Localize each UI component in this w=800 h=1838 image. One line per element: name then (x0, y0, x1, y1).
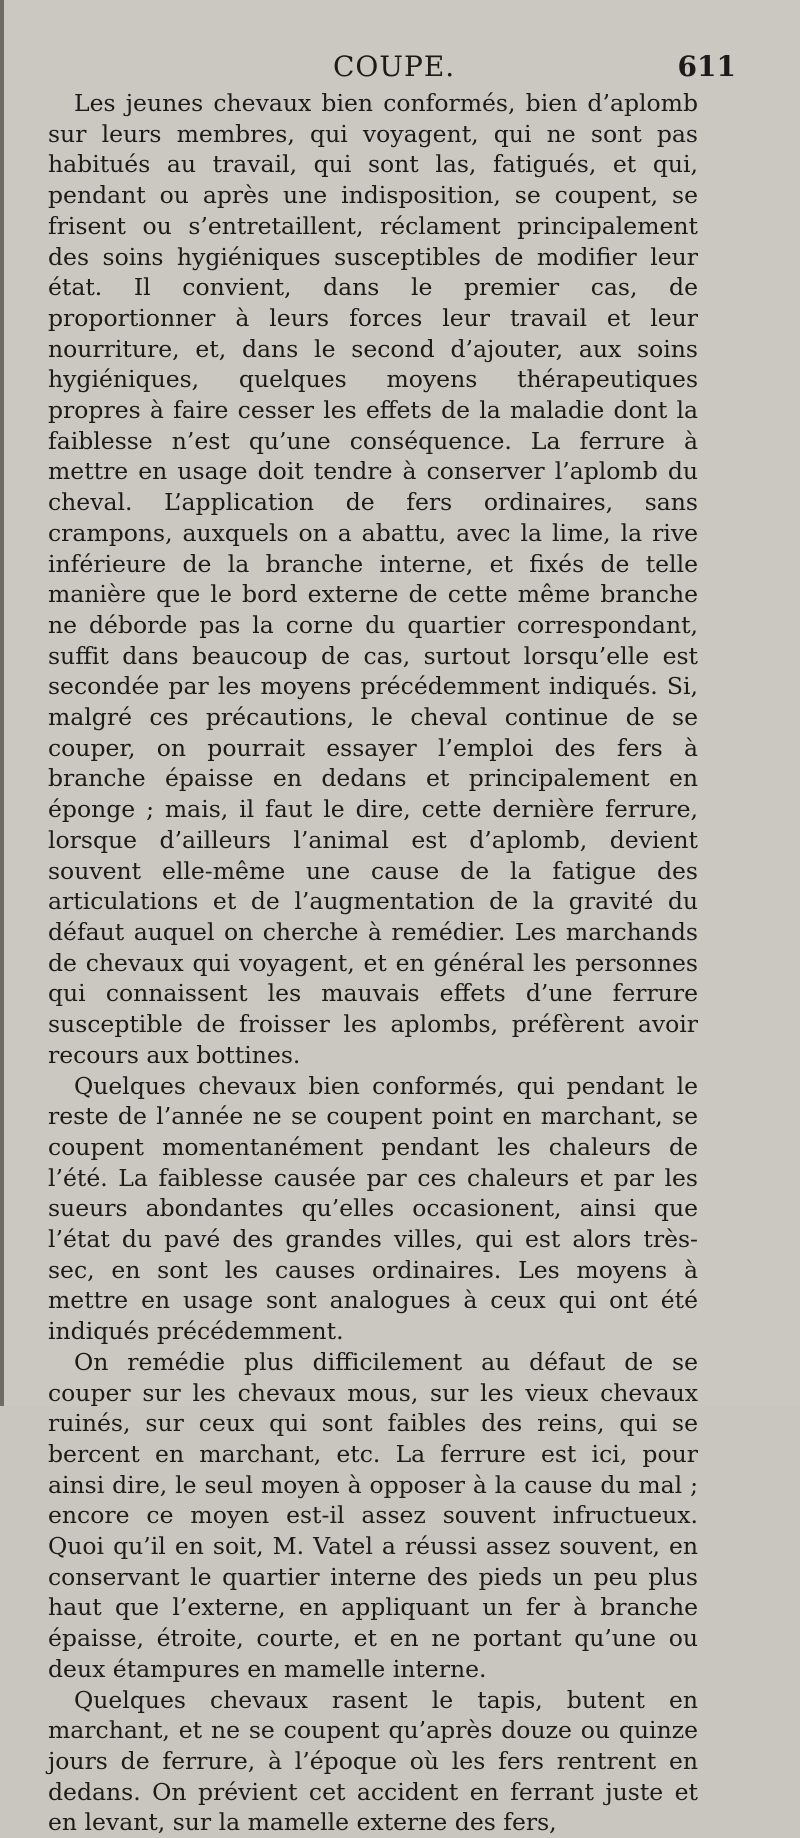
body-text (48, 88, 698, 1838)
running-header (48, 46, 750, 86)
paragraph: Quelques chevaux bien conformés, qui pendant le reste de l’année ne se coupent point en marchant, se coupent momentanément pendant les chaleurs de l’été. La faiblesse causée par ces chaleurs et par les sueurs abondantes qu’elles occasionent, ainsi que l’état du pavé des grandes villes, qui est alors très-sec, en sont les causes ordinaires. Les moyens à mettre en usage sont analogues à ceux qui ont été indiqués précédemment. (48, 1071, 698, 1346)
page-edge-shadow (0, 0, 4, 1406)
paragraph: Quelques chevaux rasent le tapis, butent en marchant, et ne se coupent qu’après douze ou quinze jours de ferrure, à l’époque où les fers rentrent en dedans. On prévient cet accident en ferrant juste et en levant, sur la mamelle externe des fers, (48, 1685, 698, 1837)
paragraph: On remédie plus difficilement au défaut de se couper sur les chevaux mous, sur les vieux chevaux ruinés, sur ceux qui sont faibles des reins, qui se bercent en marchant, etc. La ferrure est ici, pour ainsi dire, le seul moyen à opposer à la cause du mal ; encore ce moyen est-il assez souvent infructueux. Quoi qu’il en soit, M. Vatel a réussi assez souvent, en conservant le quartier interne des pieds un peu plus haut que l’externe, en appliquant un fer à branche épaisse, étroite, courte, et en ne portant qu’une ou deux étampures en mamelle interne. (48, 1347, 698, 1683)
running-title: COUPE. (333, 50, 456, 83)
paragraph: Les jeunes chevaux bien conformés, bien d’aplomb sur leurs membres, qui voyagent, qui ne sont pas habitués au travail, qui sont las, fatigués, et qui, pendant ou après une indisposition, se coupent, se frisent ou s’entretaillent, réclament principalement des soins hygiéniques susceptibles de modifier leur état. Il convient, dans le premier cas, de proportionner à leurs forces leur travail et leur nourriture, et, dans le second d’ajouter, aux soins hygiéniques, quelques moyens thérapeutiques propres à faire cesser les effets de la maladie dont la faiblesse n’est qu’une conséquence. La ferrure à mettre en usage doit tendre à conserver l’aplomb du cheval. L’application de fers ordinaires, sans crampons, auxquels on a abattu, avec la lime, la rive inférieure de la branche interne, et fixés de telle manière que le bord externe de cette même branche ne déborde pas la corne du quartier correspondant, suffit dans beaucoup de cas, surtout lorsqu’elle est secondée par les moyens précédemment indiqués. Si, malgré ces précautions, le cheval continue de se couper, on pourrait essayer l’emploi des fers à branche épaisse en dedans et principalement en éponge ; mais, il faut le dire, cette dernière ferrure, lorsque d’ailleurs l’animal est d’aplomb, devient souvent elle-même une cause de la fatigue des articulations et de l’augmentation de la gravité du défaut auquel on cherche à remédier. Les marchands de chevaux qui voyagent, et en général les personnes qui connaissent les mauvais effets d’une ferrure susceptible de froisser les aplombs, préfèrent avoir recours aux bottines. (48, 89, 698, 1069)
page-number: 611 (677, 50, 736, 83)
